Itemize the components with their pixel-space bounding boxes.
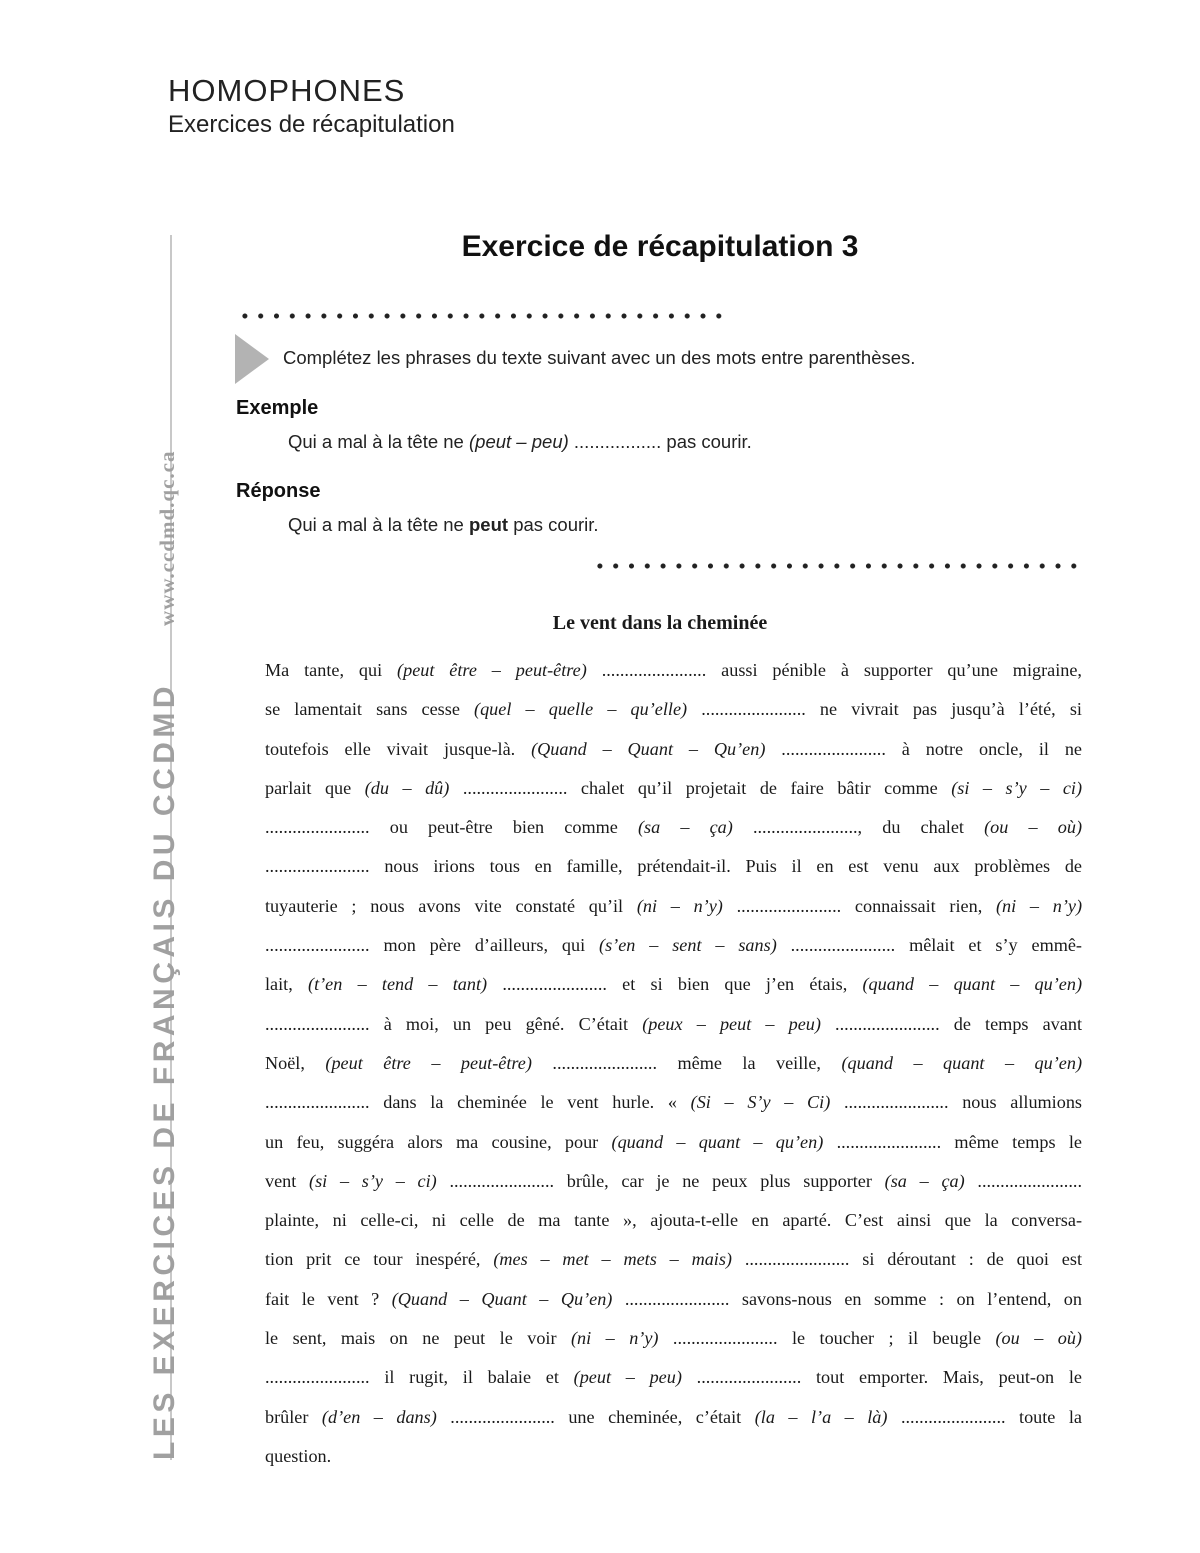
sidebar-brand: LES EXERCICES DE FRANÇAIS DU CCDMD: [148, 681, 181, 1460]
dotted-divider-bottom: [592, 563, 1082, 569]
word-options: (peut – peu): [573, 1367, 682, 1388]
text-segment: plainte, ni celle-ci, ni celle de ma tante », ajouta-t-elle en aparté. C’est ainsi que la conversa-: [265, 1210, 1082, 1231]
word-options: (si – s’y – ci): [951, 777, 1082, 798]
text-segment: ....................... à moi, un peu gêné. C’était: [265, 1013, 643, 1034]
text-line: [265, 931, 1082, 970]
text-segment: toutefois elle vivait jusque-là.: [265, 738, 532, 759]
text-segment: ....................... de temps avant: [820, 1013, 1082, 1034]
sidebar-url: www.ccdmd.qc.ca: [155, 450, 179, 626]
word-options: (du – dû): [364, 777, 450, 798]
header-title: HOMOPHONES: [168, 73, 406, 108]
text-segment: tion prit ce tour inespéré,: [265, 1249, 494, 1270]
word-options: (Quand – Quant – Qu’en): [391, 1288, 613, 1309]
word-options: (ni – n’y): [571, 1328, 659, 1349]
text-segment: ....................... chalet qu’il projetait de faire bâtir comme: [449, 777, 952, 798]
text-line: [265, 1010, 1082, 1049]
text-segment: ....................... savons-nous en somme : on l’entend, on: [612, 1288, 1082, 1309]
text-line: [265, 1049, 1082, 1088]
text-segment: .......................: [964, 1170, 1082, 1191]
text-line: [265, 695, 1082, 734]
text-line: [265, 656, 1082, 695]
text-segment: Ma tante, qui: [265, 660, 398, 680]
text-segment: Noël,: [265, 1052, 326, 1073]
text-line: [265, 1285, 1082, 1324]
word-options: (la – l’a – là): [754, 1406, 888, 1427]
word-options: (sa – ça): [637, 817, 733, 838]
text-segment: ....................... brûle, car je ne peux plus supporter: [436, 1170, 885, 1191]
text-segment: ....................... mon père d’ailleurs, qui: [265, 935, 600, 956]
word-options: (peux – peut – peu): [642, 1013, 821, 1034]
text-line: [265, 1363, 1082, 1402]
text-segment: ....................... et si bien que j’en étais,: [487, 974, 863, 995]
word-options: (peut être – peut-être): [325, 1052, 532, 1073]
dotted-divider-top: [237, 313, 725, 319]
text-segment: le sent, mais on ne peut le voir: [265, 1328, 571, 1349]
word-options: (peut être – peut-être): [397, 660, 587, 680]
example-before: Qui a mal à la tête ne: [288, 431, 469, 452]
word-options: (ni – n’y): [636, 895, 723, 916]
page-header: [168, 72, 455, 140]
text-segment: ....................... il rugit, il balaie et: [265, 1367, 574, 1388]
text-segment: ....................... tout emporter. Mais, peut-on le: [681, 1367, 1083, 1388]
text-segment: question.: [265, 1445, 332, 1466]
text-line: [265, 970, 1082, 1009]
text-segment: vent: [265, 1170, 310, 1191]
text-segment: ....................... même temps le: [823, 1131, 1083, 1152]
text-segment: ....................... même la veille,: [531, 1052, 842, 1073]
text-segment: ....................... une cheminée, c’était: [436, 1406, 755, 1427]
word-options: (quand – quant – qu’en): [862, 974, 1083, 995]
text-segment: brûler: [265, 1406, 322, 1427]
text-line: [265, 735, 1082, 774]
text-segment: ....................... si déroutant : de quoi est: [732, 1249, 1083, 1270]
text-segment: ....................... nous irions tous en famille, prétendait-il. Puis il en est venu aux problèmes de: [265, 856, 1082, 877]
word-options: (quand – quant – qu’en): [611, 1131, 824, 1152]
answer-label: Réponse: [236, 480, 321, 502]
text-segment: fait le vent ?: [265, 1288, 392, 1309]
word-options: (ni – n’y): [995, 895, 1083, 916]
exercise-title: Exercice de récapitulation 3: [461, 230, 859, 263]
text-segment: se lamentait sans cesse: [265, 699, 475, 720]
text-segment: ....................... nous allumions: [830, 1092, 1082, 1113]
word-options: (s’en – sent – sans): [599, 935, 777, 956]
word-options: (mes – met – mets – mais): [493, 1249, 732, 1270]
word-options: (quand – quant – qu’en): [841, 1052, 1082, 1073]
word-options: (si – s’y – ci): [309, 1170, 437, 1191]
header-subtitle: Exercices de récapitulation: [168, 111, 455, 138]
text-segment: ....................... mêlait et s’y emmê-: [776, 935, 1082, 956]
text-segment: ....................... le toucher ; il beugle: [658, 1328, 996, 1349]
text-line: [265, 813, 1082, 852]
text-segment: ......................., du chalet: [732, 817, 985, 838]
word-options: (sa – ça): [884, 1170, 965, 1191]
instruction-text: Complétez les phrases du texte suivant avec un des mots entre parenthèses.: [283, 347, 916, 368]
word-options: (d’en – dans): [321, 1406, 437, 1427]
word-options: (quel – quelle – qu’elle): [474, 699, 688, 720]
example-options: (peut – peu): [469, 431, 569, 452]
text-line: [265, 892, 1082, 931]
word-options: (ou – où): [984, 817, 1082, 838]
text-segment: ....................... toute la: [887, 1406, 1082, 1427]
answer-after: pas courir.: [508, 514, 599, 535]
example-sentence: [288, 431, 752, 453]
text-line: [265, 774, 1082, 813]
word-options: (t’en – tend – tant): [308, 974, 488, 995]
text-segment: ....................... ou peut-être bien comme: [265, 817, 638, 838]
text-segment: ....................... à notre oncle, il ne: [765, 738, 1082, 759]
answer-before: Qui a mal à la tête ne: [288, 514, 469, 535]
word-options: (Si – S’y – Ci): [690, 1092, 831, 1113]
text-line: [265, 1324, 1082, 1363]
text-line: [265, 1403, 1082, 1442]
text-line: [265, 1088, 1082, 1127]
answer-sentence: [288, 514, 599, 536]
text-segment: un feu, suggéra alors ma cousine, pour: [265, 1131, 612, 1152]
text-segment: parlait que: [265, 777, 365, 798]
text-line: [265, 1245, 1082, 1284]
text-segment: tuyauterie ; nous avons vite constaté qu’il: [265, 895, 637, 916]
text-segment: lait,: [265, 974, 309, 995]
example-label: Exemple: [236, 397, 319, 419]
exercise-text: [265, 656, 1082, 1481]
text-line: [265, 1167, 1082, 1206]
sidebar-vertical-text: [148, 451, 182, 1460]
example-after: ................. pas courir.: [568, 431, 752, 452]
word-options: (ou – où): [995, 1328, 1082, 1349]
word-options: (Quand – Quant – Qu’en): [531, 738, 766, 759]
answer-word: peut: [469, 514, 509, 535]
arrow-right-icon: [235, 334, 269, 384]
text-title: Le vent dans la cheminée: [552, 612, 768, 634]
text-segment: ....................... connaissait rien,: [722, 895, 996, 916]
text-line: [265, 1206, 1082, 1245]
text-segment: ....................... dans la cheminée le vent hurle. «: [265, 1092, 691, 1113]
text-segment: ....................... aussi pénible à supporter qu’une migraine,: [586, 660, 1082, 680]
text-segment: ....................... ne vivrait pas jusqu’à l’été, si: [687, 699, 1082, 720]
text-line: [265, 852, 1082, 891]
text-line: [265, 1128, 1082, 1167]
text-line: [265, 1442, 1082, 1481]
